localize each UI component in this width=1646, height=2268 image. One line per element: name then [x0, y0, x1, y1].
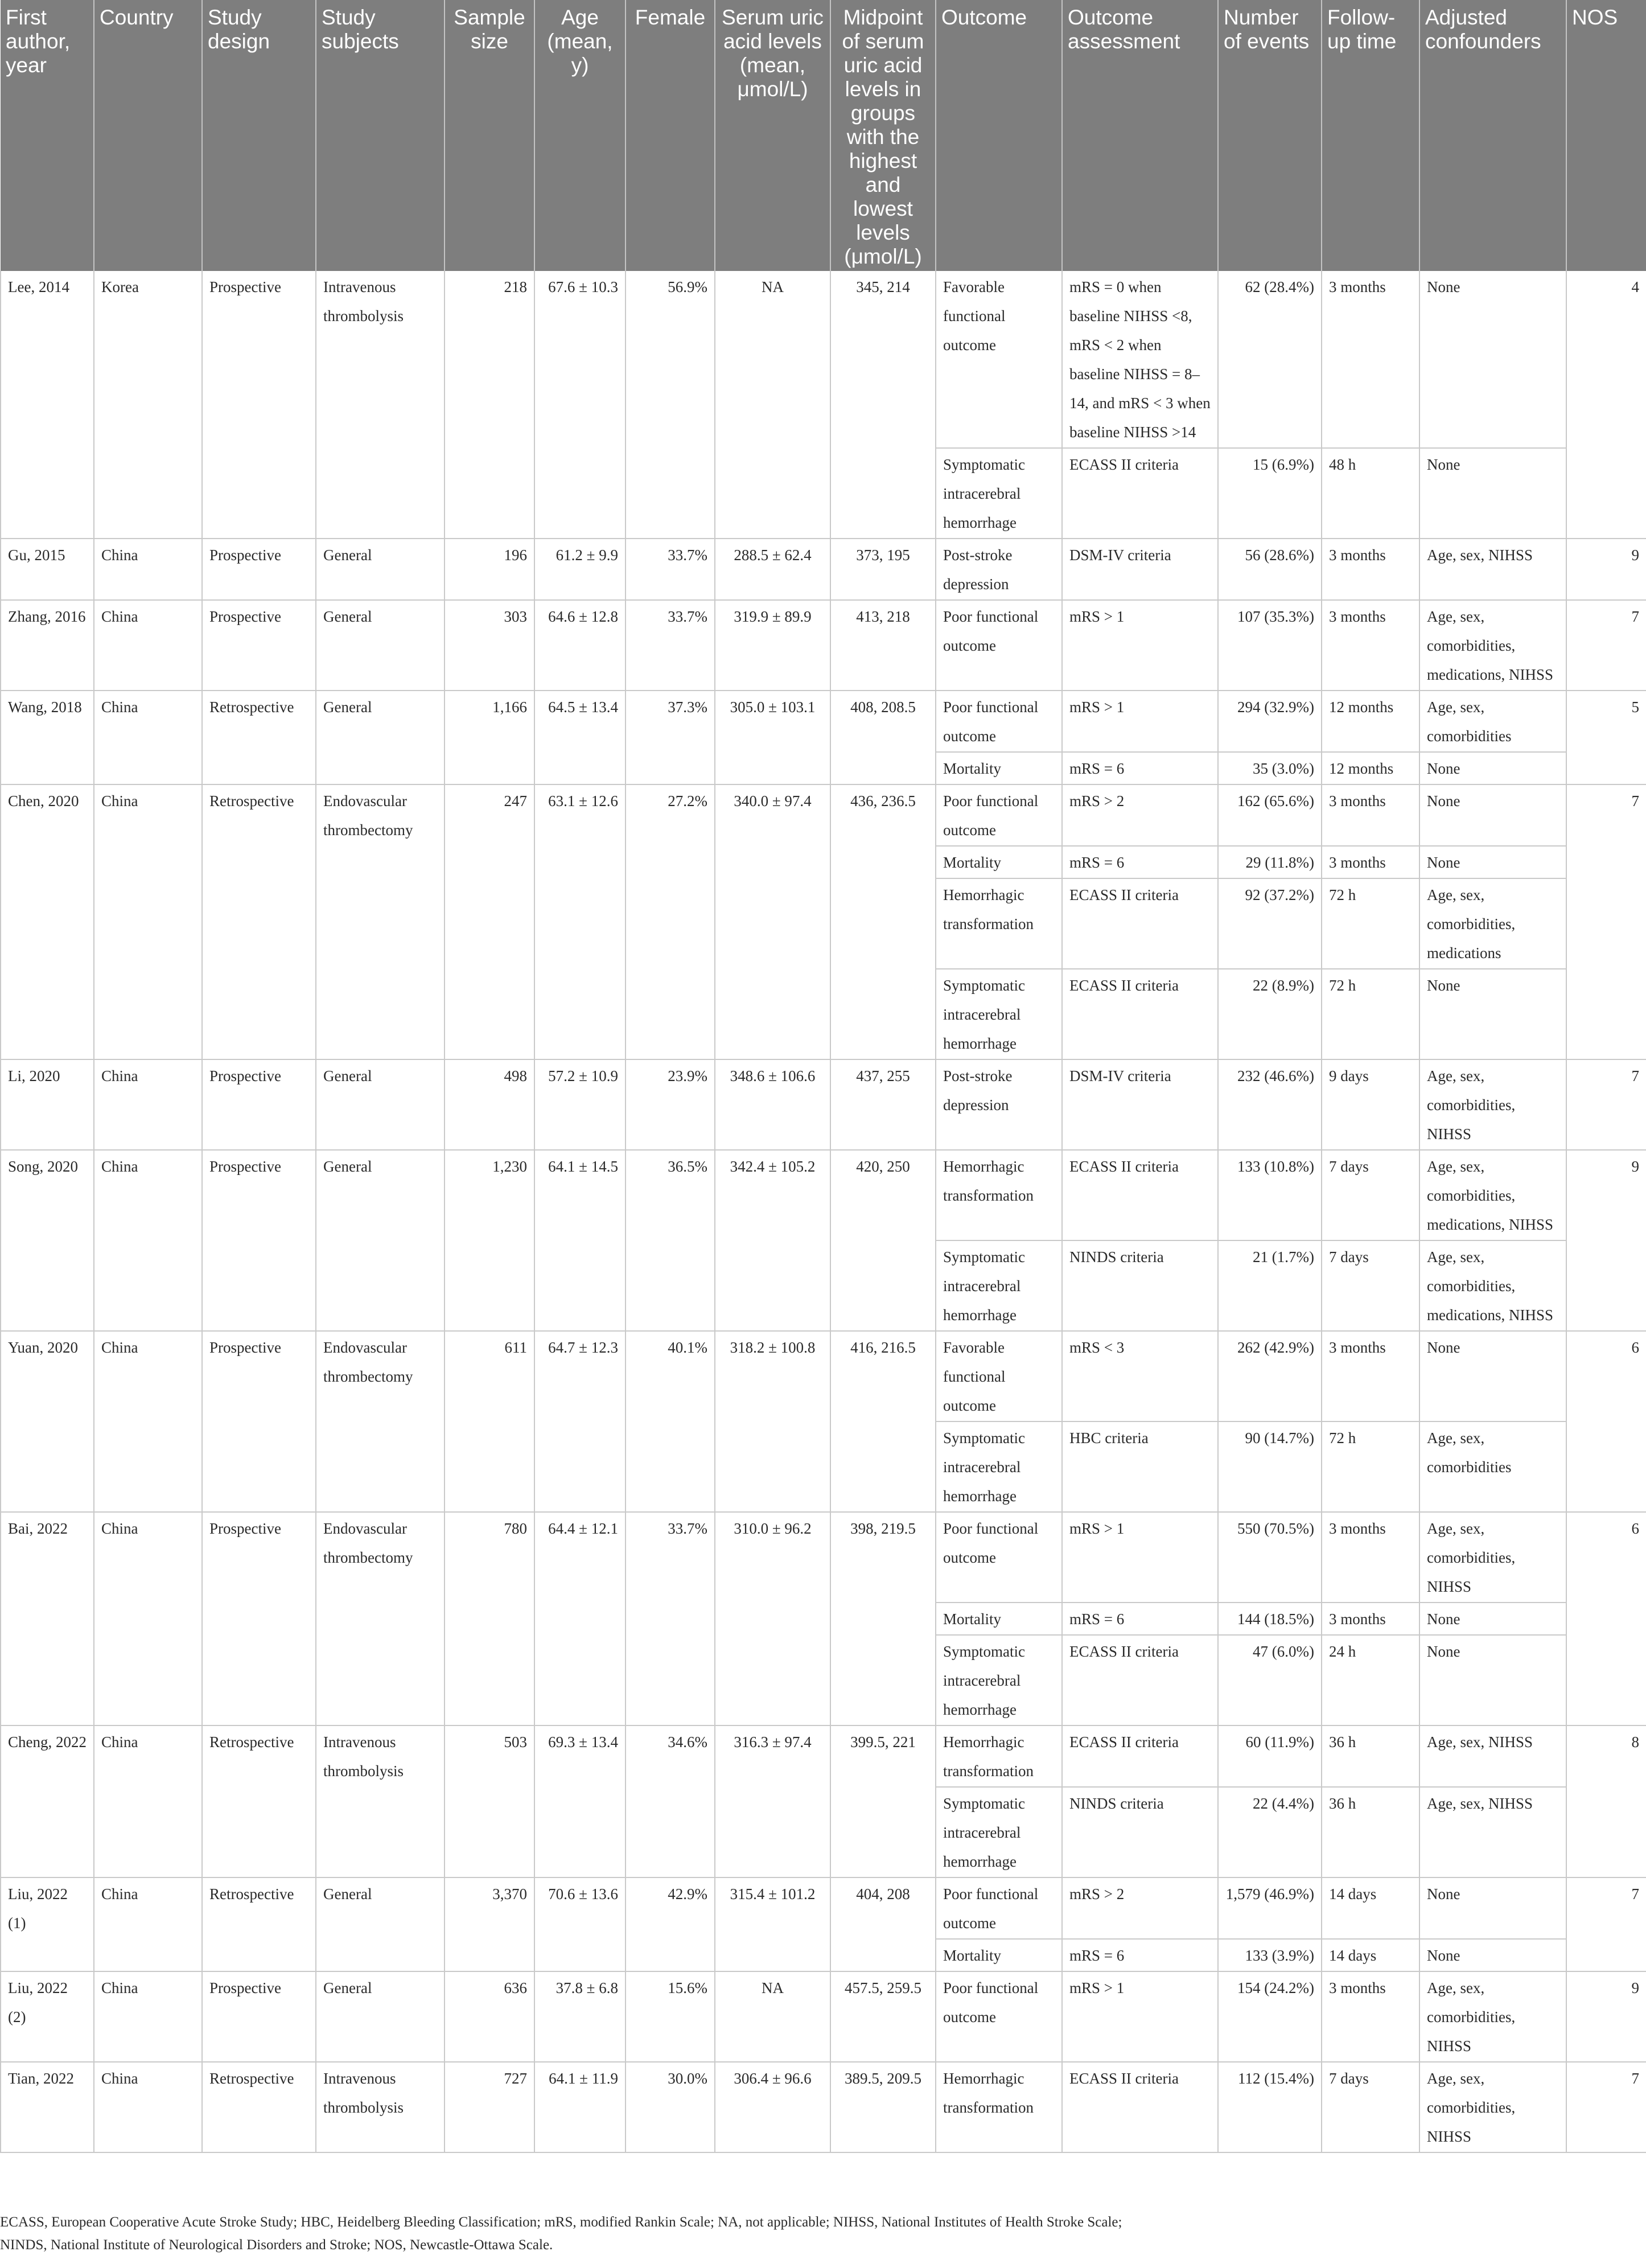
cell-follow-up-time: 3 months — [1322, 784, 1419, 846]
cell-sample-size: 1,230 — [445, 1150, 534, 1331]
cell-country: China — [94, 1971, 202, 2062]
cell-number-of-events: 162 (65.6%) — [1218, 784, 1322, 846]
cell-sample-size: 503 — [445, 1725, 534, 1877]
cell-midpoint: 399.5, 221 — [830, 1725, 936, 1877]
cell-female: 40.1% — [626, 1331, 715, 1512]
cell-outcome-assessment: mRS > 1 — [1062, 1971, 1218, 2062]
cell-serum-uric-acid: 319.9 ± 89.9 — [715, 600, 830, 691]
cell-age: 61.2 ± 9.9 — [534, 539, 626, 600]
cell-midpoint: 398, 219.5 — [830, 1512, 936, 1725]
cell-first-author: Yuan, 2020 — [1, 1331, 94, 1512]
cell-outcome: Post-stroke depression — [936, 1059, 1062, 1150]
cell-first-author: Chen, 2020 — [1, 784, 94, 1059]
table-footnote: ECASS, European Cooperative Acute Stroke Study; HBC, Heidelberg Bleeding Classification; mRS, modified Rankin Scale; NA, not applicable; NIHSS, National Institutes of Health Stroke Scale; NINDS, National Institute of Neurological Disorders and Stroke; NOS, Newcastle-Ottawa Scale. — [0, 2214, 1122, 2253]
cell-sample-size: 1,166 — [445, 691, 534, 784]
cell-outcome: Poor functional outcome — [936, 1877, 1062, 1939]
cell-number-of-events: 1,579 (46.9%) — [1218, 1877, 1322, 1939]
cell-serum-uric-acid: 315.4 ± 101.2 — [715, 1877, 830, 1971]
cell-outcome: Mortality — [936, 1603, 1062, 1635]
cell-serum-uric-acid: 310.0 ± 96.2 — [715, 1512, 830, 1725]
cell-age: 64.5 ± 13.4 — [534, 691, 626, 784]
cell-number-of-events: 232 (46.6%) — [1218, 1059, 1322, 1150]
cell-female: 30.0% — [626, 2062, 715, 2152]
cell-nos: 5 — [1566, 691, 1646, 784]
cell-first-author: Gu, 2015 — [1, 539, 94, 600]
cell-serum-uric-acid: 318.2 ± 100.8 — [715, 1331, 830, 1512]
cell-first-author: Liu, 2022 (2) — [1, 1971, 94, 2062]
cell-number-of-events: 154 (24.2%) — [1218, 1971, 1322, 2062]
cell-country: China — [94, 539, 202, 600]
cell-study-subjects: General — [316, 1877, 445, 1971]
header-outcome-assessment: Outcome assessment — [1062, 0, 1218, 271]
cell-country: China — [94, 1150, 202, 1331]
cell-midpoint: 420, 250 — [830, 1150, 936, 1331]
cell-outcome-assessment: ECASS II criteria — [1062, 1635, 1218, 1725]
cell-follow-up-time: 3 months — [1322, 1603, 1419, 1635]
cell-age: 69.3 ± 13.4 — [534, 1725, 626, 1877]
table-row — [1, 1877, 1646, 1939]
cell-follow-up-time: 3 months — [1322, 1331, 1419, 1421]
cell-nos: 6 — [1566, 1512, 1646, 1725]
header-row — [1, 0, 1646, 271]
cell-adjusted-confounders: Age, sex, comorbidities — [1419, 1421, 1566, 1512]
cell-female: 33.7% — [626, 600, 715, 691]
cell-outcome-assessment: mRS > 1 — [1062, 1512, 1218, 1603]
cell-follow-up-time: 14 days — [1322, 1939, 1419, 1971]
cell-country: China — [94, 691, 202, 784]
header-midpoint: Midpoint of serum uric acid levels in groups with the highest and lowest levels (μmol/L) — [830, 0, 936, 271]
cell-age: 64.1 ± 14.5 — [534, 1150, 626, 1331]
cell-age: 64.4 ± 12.1 — [534, 1512, 626, 1725]
cell-study-subjects: General — [316, 539, 445, 600]
cell-midpoint: 345, 214 — [830, 271, 936, 539]
cell-country: China — [94, 1725, 202, 1877]
cell-adjusted-confounders: None — [1419, 1603, 1566, 1635]
cell-adjusted-confounders: Age, sex, comorbidities, NIHSS — [1419, 2062, 1566, 2152]
cell-adjusted-confounders: None — [1419, 1877, 1566, 1939]
cell-country: China — [94, 600, 202, 691]
cell-study-subjects: General — [316, 691, 445, 784]
cell-serum-uric-acid: 288.5 ± 62.4 — [715, 539, 830, 600]
cell-first-author: Li, 2020 — [1, 1059, 94, 1150]
cell-follow-up-time: 3 months — [1322, 846, 1419, 878]
cell-outcome: Poor functional outcome — [936, 1971, 1062, 2062]
cell-follow-up-time: 72 h — [1322, 969, 1419, 1059]
cell-serum-uric-acid: 340.0 ± 97.4 — [715, 784, 830, 1059]
cell-adjusted-confounders: Age, sex, comorbidities — [1419, 691, 1566, 752]
cell-study-design: Prospective — [202, 1971, 316, 2062]
cell-sample-size: 611 — [445, 1331, 534, 1512]
table-row — [1, 1331, 1646, 1421]
cell-number-of-events: 262 (42.9%) — [1218, 1331, 1322, 1421]
cell-female: 23.9% — [626, 1059, 715, 1150]
cell-outcome-assessment: mRS = 0 when baseline NIHSS <8, mRS < 2 when baseline NIHSS = 8–14, and mRS < 3 when baseline NIHSS >14 — [1062, 271, 1218, 448]
cell-adjusted-confounders: Age, sex, comorbidities, medications, NIHSS — [1419, 1240, 1566, 1331]
cell-number-of-events: 144 (18.5%) — [1218, 1603, 1322, 1635]
cell-follow-up-time: 9 days — [1322, 1059, 1419, 1150]
cell-age: 64.7 ± 12.3 — [534, 1331, 626, 1512]
cell-follow-up-time: 36 h — [1322, 1725, 1419, 1787]
cell-age: 64.6 ± 12.8 — [534, 600, 626, 691]
cell-outcome-assessment: mRS = 6 — [1062, 752, 1218, 784]
cell-age: 63.1 ± 12.6 — [534, 784, 626, 1059]
cell-adjusted-confounders: None — [1419, 784, 1566, 846]
cell-outcome: Hemorrhagic transformation — [936, 1150, 1062, 1240]
cell-adjusted-confounders: None — [1419, 752, 1566, 784]
cell-sample-size: 780 — [445, 1512, 534, 1725]
cell-study-design: Prospective — [202, 1150, 316, 1331]
cell-study-subjects: Endovascular thrombectomy — [316, 784, 445, 1059]
cell-female: 34.6% — [626, 1725, 715, 1877]
cell-number-of-events: 294 (32.9%) — [1218, 691, 1322, 752]
cell-adjusted-confounders: Age, sex, NIHSS — [1419, 539, 1566, 600]
cell-serum-uric-acid: 305.0 ± 103.1 — [715, 691, 830, 784]
cell-adjusted-confounders: Age, sex, comorbidities, NIHSS — [1419, 1971, 1566, 2062]
cell-country: Korea — [94, 271, 202, 539]
cell-sample-size: 303 — [445, 600, 534, 691]
cell-outcome-assessment: ECASS II criteria — [1062, 969, 1218, 1059]
cell-first-author: Bai, 2022 — [1, 1512, 94, 1725]
cell-nos: 9 — [1566, 539, 1646, 600]
table-row — [1, 784, 1646, 846]
cell-outcome: Poor functional outcome — [936, 691, 1062, 752]
table-row — [1, 271, 1646, 448]
cell-outcome: Symptomatic intracerebral hemorrhage — [936, 1635, 1062, 1725]
cell-nos: 7 — [1566, 2062, 1646, 2152]
cell-adjusted-confounders: Age, sex, NIHSS — [1419, 1787, 1566, 1877]
cell-follow-up-time: 72 h — [1322, 1421, 1419, 1512]
cell-first-author: Tian, 2022 — [1, 2062, 94, 2152]
cell-study-subjects: General — [316, 1059, 445, 1150]
cell-number-of-events: 56 (28.6%) — [1218, 539, 1322, 600]
cell-number-of-events: 133 (10.8%) — [1218, 1150, 1322, 1240]
cell-outcome: Poor functional outcome — [936, 1512, 1062, 1603]
cell-midpoint: 404, 208 — [830, 1877, 936, 1971]
cell-nos: 7 — [1566, 1059, 1646, 1150]
cell-follow-up-time: 3 months — [1322, 600, 1419, 691]
cell-adjusted-confounders: Age, sex, comorbidities, medications, NIHSS — [1419, 1150, 1566, 1240]
cell-serum-uric-acid: 316.3 ± 97.4 — [715, 1725, 830, 1877]
cell-first-author: Wang, 2018 — [1, 691, 94, 784]
cell-outcome-assessment: mRS = 6 — [1062, 1939, 1218, 1971]
cell-adjusted-confounders: Age, sex, comorbidities, medications, NIHSS — [1419, 600, 1566, 691]
cell-follow-up-time: 3 months — [1322, 1512, 1419, 1603]
cell-serum-uric-acid: NA — [715, 1971, 830, 2062]
cell-midpoint: 457.5, 259.5 — [830, 1971, 936, 2062]
cell-outcome-assessment: HBC criteria — [1062, 1421, 1218, 1512]
cell-study-subjects: Intravenous thrombolysis — [316, 1725, 445, 1877]
cell-study-design: Retrospective — [202, 1877, 316, 1971]
cell-nos: 7 — [1566, 600, 1646, 691]
cell-nos: 7 — [1566, 1877, 1646, 1971]
header-sample-size: Sample size — [445, 0, 534, 271]
cell-outcome: Mortality — [936, 1939, 1062, 1971]
table-row — [1, 1150, 1646, 1240]
cell-number-of-events: 29 (11.8%) — [1218, 846, 1322, 878]
cell-outcome-assessment: mRS < 3 — [1062, 1331, 1218, 1421]
cell-outcome-assessment: ECASS II criteria — [1062, 878, 1218, 969]
cell-outcome-assessment: mRS > 2 — [1062, 784, 1218, 846]
cell-female: 56.9% — [626, 271, 715, 539]
header-nos: NOS — [1566, 0, 1646, 271]
cell-number-of-events: 133 (3.9%) — [1218, 1939, 1322, 1971]
cell-follow-up-time: 12 months — [1322, 691, 1419, 752]
cell-first-author: Liu, 2022 (1) — [1, 1877, 94, 1971]
cell-adjusted-confounders: None — [1419, 846, 1566, 878]
table-row — [1, 1971, 1646, 2062]
cell-sample-size: 196 — [445, 539, 534, 600]
cell-study-design: Prospective — [202, 539, 316, 600]
cell-female: 37.3% — [626, 691, 715, 784]
cell-age: 70.6 ± 13.6 — [534, 1877, 626, 1971]
cell-study-subjects: Intravenous thrombolysis — [316, 2062, 445, 2152]
cell-adjusted-confounders: Age, sex, comorbidities, medications — [1419, 878, 1566, 969]
header-country: Country — [94, 0, 202, 271]
cell-adjusted-confounders: Age, sex, comorbidities, NIHSS — [1419, 1512, 1566, 1603]
cell-adjusted-confounders: None — [1419, 969, 1566, 1059]
cell-adjusted-confounders: None — [1419, 1939, 1566, 1971]
header-age: Age (mean, y) — [534, 0, 626, 271]
cell-nos: 8 — [1566, 1725, 1646, 1877]
cell-outcome-assessment: mRS > 1 — [1062, 691, 1218, 752]
header-follow-up-time: Follow-up time — [1322, 0, 1419, 271]
cell-follow-up-time: 3 months — [1322, 539, 1419, 600]
cell-outcome-assessment: mRS = 6 — [1062, 846, 1218, 878]
cell-outcome: Hemorrhagic transformation — [936, 2062, 1062, 2152]
cell-number-of-events: 47 (6.0%) — [1218, 1635, 1322, 1725]
cell-serum-uric-acid: NA — [715, 271, 830, 539]
cell-female: 33.7% — [626, 539, 715, 600]
cell-study-design: Retrospective — [202, 2062, 316, 2152]
cell-outcome: Symptomatic intracerebral hemorrhage — [936, 1787, 1062, 1877]
cell-adjusted-confounders: Age, sex, NIHSS — [1419, 1725, 1566, 1787]
cell-follow-up-time: 3 months — [1322, 271, 1419, 448]
cell-sample-size: 247 — [445, 784, 534, 1059]
cell-follow-up-time: 36 h — [1322, 1787, 1419, 1877]
cell-study-design: Retrospective — [202, 691, 316, 784]
cell-age: 67.6 ± 10.3 — [534, 271, 626, 539]
cell-outcome: Symptomatic intracerebral hemorrhage — [936, 1421, 1062, 1512]
cell-number-of-events: 550 (70.5%) — [1218, 1512, 1322, 1603]
table-row — [1, 600, 1646, 691]
cell-outcome: Poor functional outcome — [936, 600, 1062, 691]
table-row — [1, 691, 1646, 752]
cell-adjusted-confounders: None — [1419, 448, 1566, 539]
table-row — [1, 1725, 1646, 1787]
cell-female: 36.5% — [626, 1150, 715, 1331]
cell-first-author: Lee, 2014 — [1, 271, 94, 539]
cell-sample-size: 3,370 — [445, 1877, 534, 1971]
header-adjusted-confounders: Adjusted confounders — [1419, 0, 1566, 271]
cell-midpoint: 437, 255 — [830, 1059, 936, 1150]
cell-study-subjects: General — [316, 1971, 445, 2062]
cell-country: China — [94, 784, 202, 1059]
cell-midpoint: 413, 218 — [830, 600, 936, 691]
cell-outcome-assessment: ECASS II criteria — [1062, 2062, 1218, 2152]
cell-outcome: Poor functional outcome — [936, 784, 1062, 846]
cell-follow-up-time: 7 days — [1322, 1240, 1419, 1331]
cell-female: 15.6% — [626, 1971, 715, 2062]
cell-follow-up-time: 24 h — [1322, 1635, 1419, 1725]
header-number-of-events: Number of events — [1218, 0, 1322, 271]
cell-sample-size: 498 — [445, 1059, 534, 1150]
cell-first-author: Song, 2020 — [1, 1150, 94, 1331]
cell-sample-size: 727 — [445, 2062, 534, 2152]
cell-outcome: Mortality — [936, 752, 1062, 784]
cell-follow-up-time: 72 h — [1322, 878, 1419, 969]
cell-outcome-assessment: ECASS II criteria — [1062, 1150, 1218, 1240]
header-female: Female — [626, 0, 715, 271]
cell-outcome-assessment: mRS > 2 — [1062, 1877, 1218, 1939]
cell-outcome: Mortality — [936, 846, 1062, 878]
cell-female: 42.9% — [626, 1877, 715, 1971]
cell-outcome-assessment: DSM-IV criteria — [1062, 1059, 1218, 1150]
cell-outcome-assessment: mRS > 1 — [1062, 600, 1218, 691]
cell-outcome-assessment: mRS = 6 — [1062, 1603, 1218, 1635]
cell-number-of-events: 21 (1.7%) — [1218, 1240, 1322, 1331]
cell-age: 37.8 ± 6.8 — [534, 1971, 626, 2062]
cell-number-of-events: 22 (8.9%) — [1218, 969, 1322, 1059]
cell-nos: 9 — [1566, 1971, 1646, 2062]
table-row — [1, 539, 1646, 600]
cell-outcome-assessment: DSM-IV criteria — [1062, 539, 1218, 600]
table-row — [1, 1059, 1646, 1150]
cell-nos: 9 — [1566, 1150, 1646, 1331]
cell-adjusted-confounders: None — [1419, 271, 1566, 448]
cell-nos: 4 — [1566, 271, 1646, 539]
header-study-subjects: Study subjects — [316, 0, 445, 271]
cell-follow-up-time: 14 days — [1322, 1877, 1419, 1939]
cell-study-subjects: Endovascular thrombectomy — [316, 1512, 445, 1725]
cell-female: 33.7% — [626, 1512, 715, 1725]
cell-study-subjects: Intravenous thrombolysis — [316, 271, 445, 539]
cell-follow-up-time: 7 days — [1322, 1150, 1419, 1240]
cell-outcome: Symptomatic intracerebral hemorrhage — [936, 448, 1062, 539]
cell-number-of-events: 62 (28.4%) — [1218, 271, 1322, 448]
cell-serum-uric-acid: 348.6 ± 106.6 — [715, 1059, 830, 1150]
cell-country: China — [94, 1877, 202, 1971]
cell-follow-up-time: 48 h — [1322, 448, 1419, 539]
cell-study-design: Prospective — [202, 600, 316, 691]
cell-adjusted-confounders: None — [1419, 1635, 1566, 1725]
header-study-design: Study design — [202, 0, 316, 271]
cell-number-of-events: 22 (4.4%) — [1218, 1787, 1322, 1877]
cell-outcome-assessment: ECASS II criteria — [1062, 448, 1218, 539]
cell-study-subjects: General — [316, 600, 445, 691]
cell-outcome-assessment: NINDS criteria — [1062, 1787, 1218, 1877]
cell-outcome-assessment: ECASS II criteria — [1062, 1725, 1218, 1787]
cell-nos: 7 — [1566, 784, 1646, 1059]
cell-nos: 6 — [1566, 1331, 1646, 1512]
cell-outcome: Hemorrhagic transformation — [936, 1725, 1062, 1787]
cell-follow-up-time: 12 months — [1322, 752, 1419, 784]
cell-midpoint: 416, 216.5 — [830, 1331, 936, 1512]
cell-number-of-events: 112 (15.4%) — [1218, 2062, 1322, 2152]
cell-study-subjects: General — [316, 1150, 445, 1331]
table-row — [1, 1512, 1646, 1603]
cell-midpoint: 436, 236.5 — [830, 784, 936, 1059]
cell-number-of-events: 107 (35.3%) — [1218, 600, 1322, 691]
cell-first-author: Zhang, 2016 — [1, 600, 94, 691]
cell-number-of-events: 90 (14.7%) — [1218, 1421, 1322, 1512]
cell-number-of-events: 35 (3.0%) — [1218, 752, 1322, 784]
cell-country: China — [94, 1059, 202, 1150]
cell-study-design: Prospective — [202, 1331, 316, 1512]
cell-outcome: Post-stroke depression — [936, 539, 1062, 600]
cell-study-design: Prospective — [202, 271, 316, 539]
cell-first-author: Cheng, 2022 — [1, 1725, 94, 1877]
cell-number-of-events: 15 (6.9%) — [1218, 448, 1322, 539]
cell-country: China — [94, 1331, 202, 1512]
header-outcome: Outcome — [936, 0, 1062, 271]
cell-sample-size: 636 — [445, 1971, 534, 2062]
cell-midpoint: 389.5, 209.5 — [830, 2062, 936, 2152]
cell-serum-uric-acid: 342.4 ± 105.2 — [715, 1150, 830, 1331]
cell-adjusted-confounders: Age, sex, comorbidities, NIHSS — [1419, 1059, 1566, 1150]
header-first-author: First author, year — [1, 0, 94, 271]
cell-study-design: Retrospective — [202, 1725, 316, 1877]
cell-outcome: Hemorrhagic transformation — [936, 878, 1062, 969]
cell-number-of-events: 60 (11.9%) — [1218, 1725, 1322, 1787]
cell-study-design: Retrospective — [202, 784, 316, 1059]
header-serum-uric-acid: Serum uric acid levels (mean, μmol/L) — [715, 0, 830, 271]
cell-outcome: Symptomatic intracerebral hemorrhage — [936, 969, 1062, 1059]
cell-adjusted-confounders: None — [1419, 1331, 1566, 1421]
cell-country: China — [94, 1512, 202, 1725]
cell-follow-up-time: 3 months — [1322, 1971, 1419, 2062]
cell-serum-uric-acid: 306.4 ± 96.6 — [715, 2062, 830, 2152]
cell-number-of-events: 92 (37.2%) — [1218, 878, 1322, 969]
table-row — [1, 2062, 1646, 2152]
cell-midpoint: 408, 208.5 — [830, 691, 936, 784]
cell-female: 27.2% — [626, 784, 715, 1059]
cell-follow-up-time: 7 days — [1322, 2062, 1419, 2152]
cell-age: 57.2 ± 10.9 — [534, 1059, 626, 1150]
cell-outcome: Favorable functional outcome — [936, 271, 1062, 448]
cell-sample-size: 218 — [445, 271, 534, 539]
cell-outcome: Symptomatic intracerebral hemorrhage — [936, 1240, 1062, 1331]
cell-study-subjects: Endovascular thrombectomy — [316, 1331, 445, 1512]
cell-study-design: Prospective — [202, 1512, 316, 1725]
cell-midpoint: 373, 195 — [830, 539, 936, 600]
cell-country: China — [94, 2062, 202, 2152]
cell-outcome: Favorable functional outcome — [936, 1331, 1062, 1421]
cell-study-design: Prospective — [202, 1059, 316, 1150]
cell-age: 64.1 ± 11.9 — [534, 2062, 626, 2152]
cell-outcome-assessment: NINDS criteria — [1062, 1240, 1218, 1331]
